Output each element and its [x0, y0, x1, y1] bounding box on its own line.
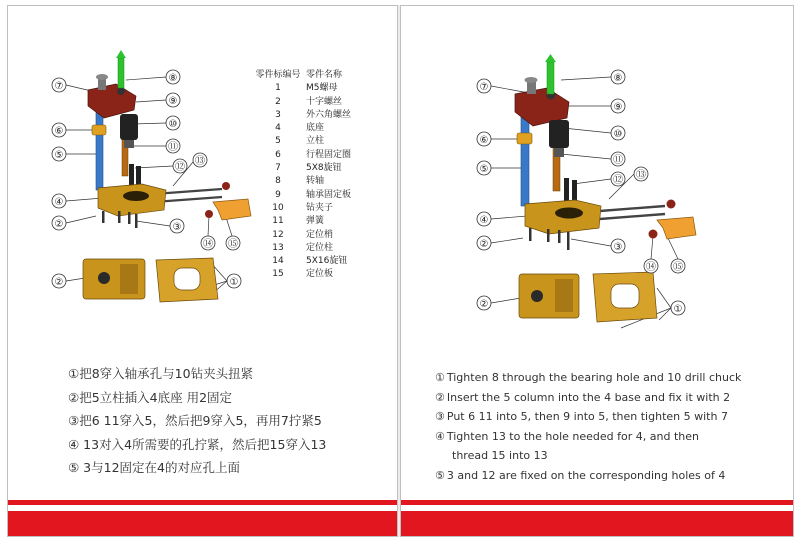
callout-6: ⑥	[479, 135, 489, 146]
callout-7: ⑦	[54, 81, 64, 92]
legend-part-name: M5螺母	[306, 83, 338, 94]
parts-legend	[250, 69, 390, 282]
step-en-4	[435, 427, 741, 447]
legend-row	[250, 268, 390, 281]
instructions-en	[435, 368, 741, 485]
step-en-2	[435, 388, 741, 408]
legend-row	[250, 229, 390, 242]
instructions-cn	[68, 362, 326, 480]
callout-5: ⑤	[479, 164, 489, 175]
legend-part-name: 钻夹子	[306, 202, 334, 213]
legend-row	[250, 109, 390, 122]
legend-row	[250, 149, 390, 162]
legend-row	[250, 96, 390, 109]
legend-part-name: 立柱	[306, 136, 325, 147]
red-band-thick	[8, 511, 397, 537]
legend-num: 14	[272, 256, 284, 267]
step-mark: ④	[435, 429, 445, 443]
legend-num: 15	[272, 269, 284, 280]
legend-num: 11	[272, 216, 284, 227]
legend-row	[250, 202, 390, 215]
legend-part-name: 行程固定圈	[306, 149, 352, 160]
step-en-3	[435, 407, 741, 427]
legend-num: 13	[272, 242, 284, 253]
legend-num: 2	[275, 96, 281, 107]
callout-4: ④	[54, 197, 64, 208]
callout-2-detail: ②	[479, 299, 489, 310]
callout-1-detail: ①	[673, 304, 683, 315]
legend-part-name: 底座	[306, 123, 325, 134]
callout-8: ⑧	[613, 73, 623, 84]
callout-15: ⑮	[673, 262, 683, 273]
step-cn-4: ④ 13对入4所需要的孔拧紧，然后把15穿入13	[68, 436, 327, 452]
callout-2-detail: ②	[54, 277, 64, 288]
callout-10: ⑩	[613, 129, 623, 140]
step-en-4-cont	[435, 446, 741, 466]
callout-2: ②	[54, 219, 64, 230]
callout-13: ⑬	[195, 156, 205, 167]
callout-9: ⑨	[168, 96, 178, 107]
legend-row	[250, 162, 390, 175]
legend-part-name: 外六角螺丝	[306, 109, 352, 120]
step-text: Put 6 11 into 5, then 9 into 5, then tighten 5 with 7	[446, 410, 728, 423]
callout-6: ⑥	[54, 126, 64, 137]
legend-header-num: 零件标编号	[255, 70, 301, 80]
step-en-5	[435, 466, 741, 486]
legend-part-name: 轴承固定板	[306, 189, 352, 200]
step-mark: ③	[435, 410, 445, 423]
legend-row	[250, 82, 390, 95]
legend-num: 3	[275, 109, 281, 120]
legend-num: 8	[275, 176, 281, 187]
callout-11: ⑪	[168, 142, 178, 153]
legend-num: 7	[275, 163, 281, 174]
legend-row	[250, 189, 390, 202]
legend-row	[250, 175, 390, 188]
legend-row	[250, 122, 390, 135]
red-band-thin	[401, 500, 793, 505]
legend-num: 10	[272, 202, 284, 213]
step-text: thread 15 into 13	[452, 449, 548, 462]
callout-8: ⑧	[168, 73, 178, 84]
legend-num: 5	[275, 136, 281, 147]
callout-9: ⑨	[613, 102, 623, 113]
step-mark: ⑤	[435, 468, 445, 482]
legend-row	[250, 255, 390, 268]
callout-11: ⑪	[613, 155, 623, 166]
step-cn-3: ③把6 11穿入5，然后把9穿入5，再用7拧紧5	[68, 413, 322, 428]
callout-14: ⑭	[646, 262, 656, 273]
red-band-thin	[8, 500, 397, 505]
legend-row	[250, 242, 390, 255]
step-en-1	[435, 368, 741, 388]
legend-part-name: 弹簧	[306, 216, 325, 227]
legend-num: 6	[275, 149, 281, 160]
step-mark: ②	[435, 390, 445, 404]
legend-part-name: 定位梢	[306, 229, 334, 240]
callout-7: ⑦	[479, 82, 489, 93]
legend-part-name: 5X16旋钮	[306, 256, 348, 267]
callout-12: ⑫	[175, 162, 185, 173]
step-cn-5: ⑤ 3与12固定在4的对应孔上面	[68, 460, 240, 475]
legend-part-name: 十字螺丝	[306, 96, 343, 107]
step-text: Tighten 13 to the hole needed for 4, and then	[446, 429, 699, 443]
legend-num: 4	[275, 123, 281, 134]
step-cn-2: ②把5立柱插入4底座 用2固定	[68, 389, 233, 405]
assembly-diagram-right	[401, 6, 794, 346]
callout-14: ⑭	[203, 239, 213, 250]
legend-part-name: 转轴	[306, 176, 325, 187]
callout-3: ③	[613, 242, 623, 253]
callout-10: ⑩	[168, 119, 178, 130]
callout-2: ②	[479, 239, 489, 250]
red-band-thick	[401, 511, 793, 537]
callout-15: ⑮	[228, 239, 238, 250]
legend-header-name: 零件名称	[306, 70, 343, 80]
step-text: Insert the 5 column into the 4 base and fix it with 2	[446, 390, 731, 404]
legend-num: 1	[275, 83, 281, 94]
step-text: Tighten 8 through the bearing hole and 10 drill chuck	[446, 371, 742, 384]
step-text: 3 and 12 are fixed on the corresponding holes of 4	[446, 468, 726, 482]
legend-num: 9	[275, 189, 281, 200]
right-page	[400, 5, 794, 537]
left-page	[7, 5, 398, 537]
callout-3: ③	[172, 222, 182, 233]
callout-13: ⑬	[636, 170, 646, 181]
callout-12: ⑫	[613, 175, 623, 186]
legend-num: 12	[272, 229, 284, 240]
step-mark: ①	[435, 371, 445, 384]
callout-4: ④	[479, 215, 489, 226]
legend-part-name: 定位柱	[306, 242, 334, 253]
callout-5: ⑤	[54, 150, 64, 161]
legend-part-name: 定位板	[306, 269, 334, 280]
legend-part-name: 5X8旋钮	[306, 163, 342, 174]
callout-1-detail: ①	[229, 277, 239, 288]
legend-row	[250, 135, 390, 148]
step-cn-1: ①把8穿入轴承孔与10钻夹头扭紧	[68, 366, 254, 381]
legend-row	[250, 215, 390, 228]
legend-header	[250, 69, 390, 82]
